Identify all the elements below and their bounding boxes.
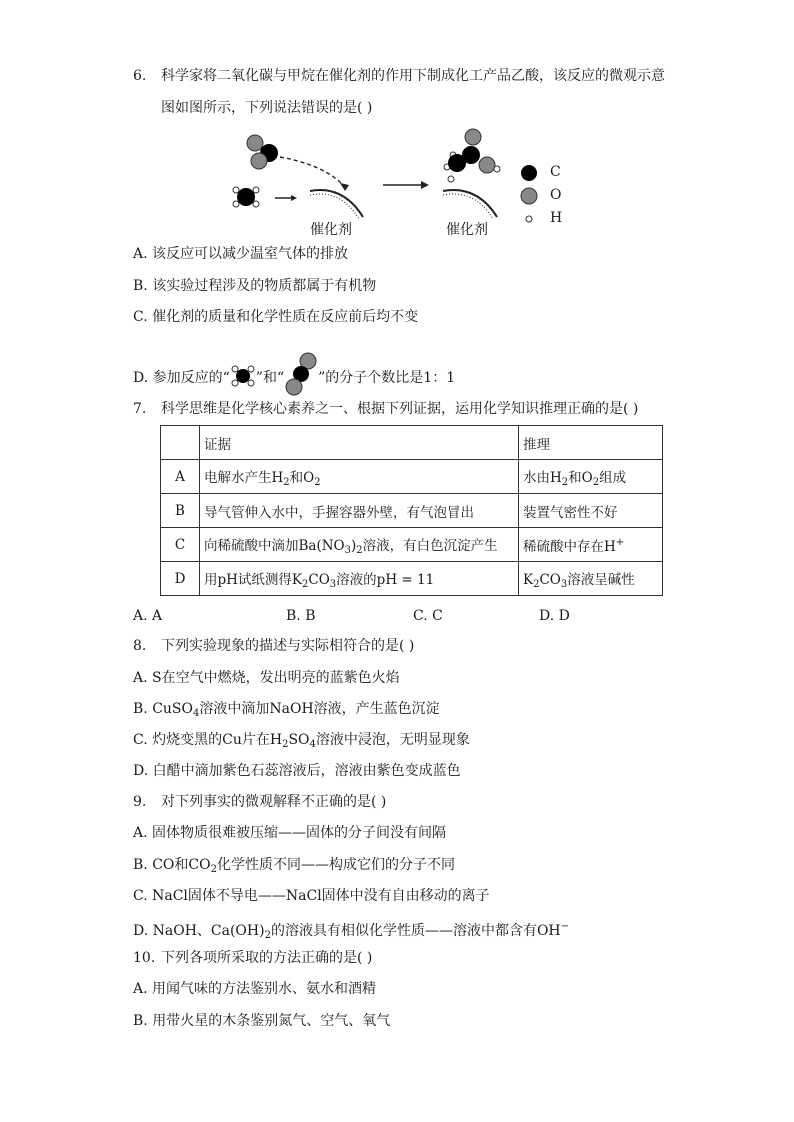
q6-option-a: A. 该反应可以减少温室气体的排放 — [133, 246, 349, 262]
q6-number: 6. — [133, 68, 147, 84]
q7-number: 7. — [133, 401, 147, 417]
co2-molecule — [247, 135, 278, 169]
legend-c-label: C — [550, 164, 561, 180]
legend-h-label: H — [550, 210, 563, 226]
q8-option-d: D. 白醋中滴加紫色石蕊溶液后，溶液由紫色变成蓝色 — [133, 763, 461, 779]
legend-o-label: O — [550, 187, 562, 203]
q7-choice-c: C. C — [413, 608, 443, 624]
table-row: A 电解水产生$H_2$和$O_2$ 水由$H_2$和$O_2$组成 — [161, 460, 663, 494]
q8-option-a: A. S在空气中燃烧，发出明亮的蓝紫色火焰 — [133, 670, 400, 686]
acetic-acid-molecule — [444, 129, 500, 182]
q10-number: 10. — [133, 950, 156, 966]
q6-stem-line1: 6. 科学家将二氧化碳与甲烷在催化剂的作用下制成化工产品乙酸，该反应的微观示意 — [133, 68, 665, 84]
q9-option-b: B. CO和$CO_2$化学性质不同——构成它们的分子不同 — [133, 857, 455, 875]
table-header-evidence: 证据 — [200, 426, 519, 460]
co2-inline-icon — [284, 352, 318, 396]
q8-option-b: B. CuSO$_4$溶液中滴加NaOH溶液，产生蓝色沉淀 — [133, 701, 440, 719]
q9-option-d: D. NaOH、$Ca(OH)_2$的溶液具有相似化学性质——溶液中都含有OH− — [133, 921, 570, 941]
table-header-key — [161, 426, 200, 460]
q6-option-c: C. 催化剂的质量和化学性质在反应前后均不变 — [133, 309, 419, 325]
table-row: C 向稀硫酸中滴加$Ba(NO_3)_2$溶液，有白色沉淀产生 稀硫酸中存在H+ — [161, 528, 663, 562]
q7-choice-a: A. A — [133, 608, 163, 624]
table-row: D 用pH试纸测得$K_2CO_3$溶液的pH = 11 $K_2CO_3$溶液呈碱性 — [161, 562, 663, 596]
q8-stem: 8. 下列实验现象的描述与实际相符合的是( ) — [133, 638, 415, 654]
legend-c-marker — [521, 165, 537, 181]
catalyst-label-left: 催化剂 — [310, 222, 352, 238]
q9-stem: 9. 对下列事实的微观解释不正确的是( ) — [133, 794, 387, 810]
q7-choice-b: B. B — [286, 608, 316, 624]
q7-choice-d: D. D — [539, 608, 570, 624]
table-row: B 导气管伸入水中，手握容器外壁，有气泡冒出 装置气密性不好 — [161, 494, 663, 528]
legend-h-marker — [526, 216, 532, 222]
q6-option-d: D. 参加反应的“ ”和“ ”的分子个数比是1：1 — [133, 352, 455, 396]
q6-stem-line2: 图如图所示，下列说法错误的是( ) — [161, 100, 373, 116]
catalyst-left — [310, 190, 363, 219]
table-header-inference: 推理 — [519, 426, 663, 460]
legend-o-marker — [521, 188, 537, 204]
q6-option-b: B. 该实验过程涉及的物质都属于有机物 — [133, 278, 377, 294]
q10-option-b: B. 用带火星的木条鉴别氮气、空气、氧气 — [133, 1013, 391, 1029]
q8-option-c: C. 灼烧变黑的Cu片在$H_2SO_4$溶液中浸泡，无明显现象 — [133, 732, 470, 750]
catalyst-right — [443, 190, 497, 219]
q9-number: 9. — [133, 794, 147, 810]
q9-option-a: A. 固体物质很难被压缩——固体的分子间没有间隔 — [133, 825, 447, 841]
ch4-molecule — [233, 187, 259, 207]
ch4-inline-icon — [230, 363, 256, 389]
q8-number: 8. — [133, 638, 147, 654]
q7-stem: 7. 科学思维是化学核心素养之一、根据下列证据，运用化学知识推理正确的是( ) — [133, 401, 639, 417]
catalyst-label-right: 催化剂 — [446, 222, 488, 238]
table-header-row — [161, 426, 663, 460]
q9-option-c: C. NaCl固体不导电——NaCl固体中没有自由移动的离子 — [133, 888, 490, 904]
q10-stem: 10. 下列各项所采取的方法正确的是( ) — [133, 950, 373, 966]
evidence-table — [160, 425, 663, 596]
dashed-arrow — [280, 157, 345, 187]
reaction-diagram — [225, 125, 605, 240]
q10-option-a: A. 用闻气味的方法鉴别水、氨水和酒精 — [133, 981, 377, 997]
